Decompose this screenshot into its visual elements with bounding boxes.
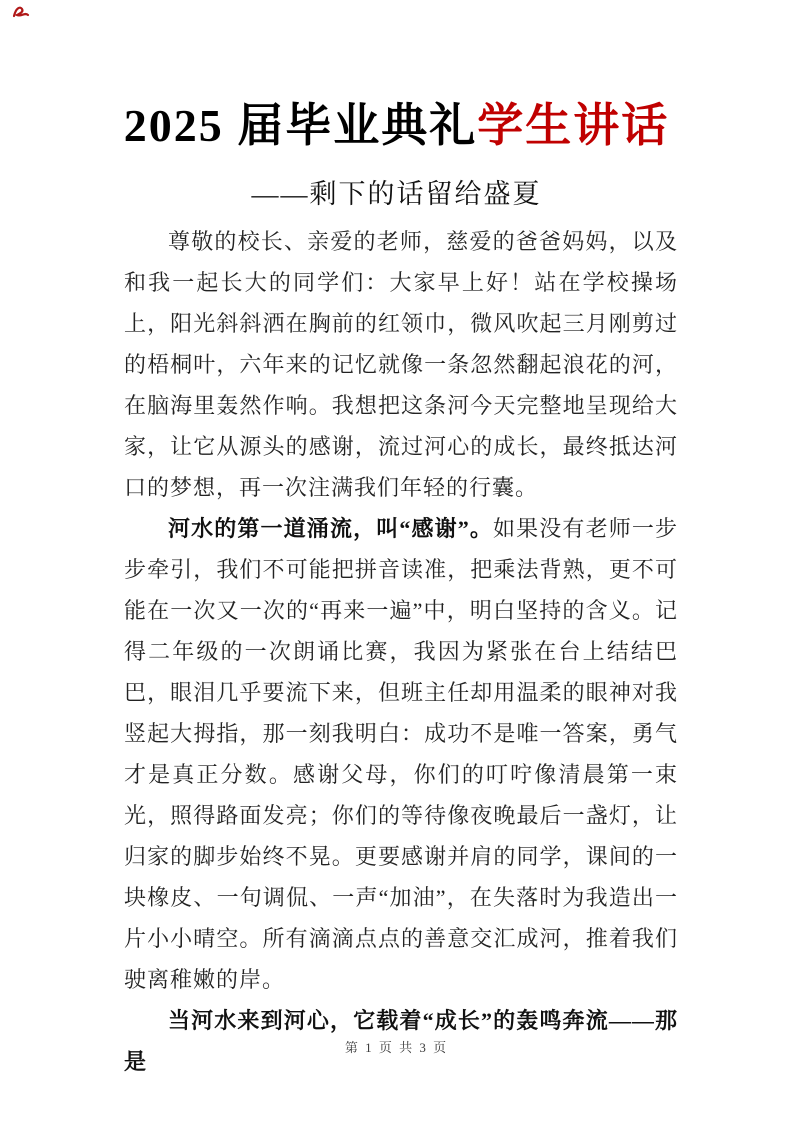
page-title-red-text: 学生讲话 bbox=[477, 100, 670, 151]
document-body bbox=[124, 221, 678, 1082]
body-paragraph-3: 当河水来到河心，它载着“成长”的轰鸣奔流——那是 bbox=[124, 1008, 678, 1074]
body-paragraph-1: 尊敬的校长、亲爱的老师，慈爱的爸爸妈妈，以及和我一起长大的同学们：大家早上好！站在学校操场上，阳光斜斜洒在胸前的红领巾，微风吹起三月刚剪过的梧桐叶，六年来的记忆就像一条忽然翻起浪花的河，在脑海里轰然作响。我想把这条河今天完整地呈现给大家，让它从源头的感谢，流过河心的成长，最终抵达河口的梦想，再一次注满我们年轻的行囊。 bbox=[124, 229, 678, 500]
page-subtitle: ——剩下的话留给盛夏 bbox=[251, 179, 542, 209]
paragraph-2-bold-lead: 河水的第一道涌流，叫“感谢”。 bbox=[168, 516, 494, 541]
paragraph-2-text: 如果没有老师一步步牵引，我们不可能把拼音读准，把乘法背熟，更不可能在一次又一次的“再来一遍”中，明白坚持的含义。记得二年级的一次朗诵比赛，我因为紧张在台上结结巴巴，眼泪几乎要流下来，但班主任却用温柔的眼神对我竖起大拇指，那一刻我明白：成功不是唯一答案，勇气才是真正分数。感谢父母，你们的叮咛像清晨第一束光，照得路面发亮；你们的等待像夜晚最后一盏灯，让归家的脚步始终不晃。更要感谢并肩的同学，课间的一块橡皮、一句调侃、一声“加油”，在失落时为我造出一片小小晴空。所有滴滴点点的善意交汇成河，推着我们驶离稚嫩的岸。 bbox=[124, 516, 678, 992]
page-title bbox=[0, 94, 793, 158]
page-title-black-text: 2025 届毕业典礼 bbox=[123, 100, 478, 151]
page-number-footer: 第 1 页 共 3 页 bbox=[344, 1040, 449, 1055]
red-corner-mark-icon bbox=[12, 4, 31, 20]
body-paragraph-2 bbox=[124, 508, 678, 1000]
